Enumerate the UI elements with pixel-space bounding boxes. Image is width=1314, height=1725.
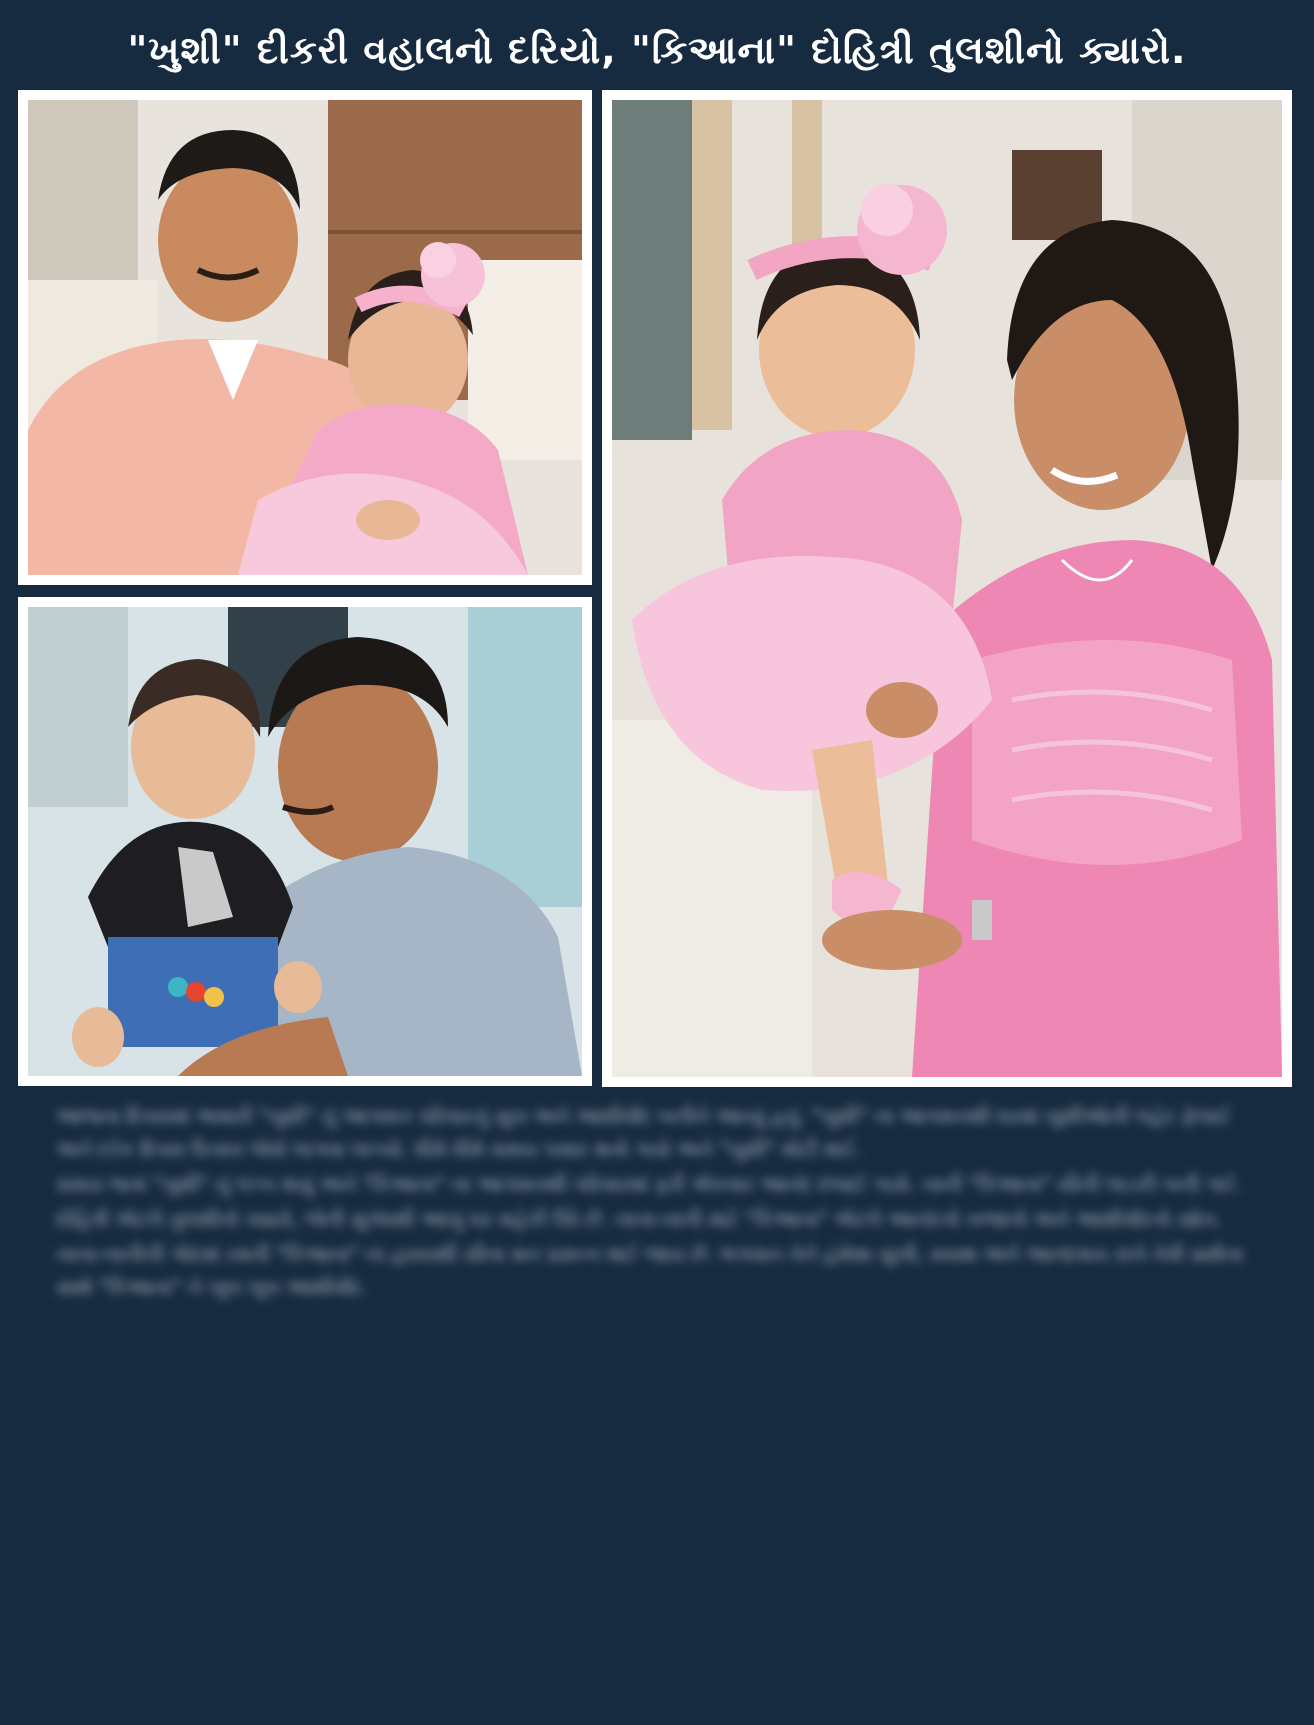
article-body — [56, 1100, 1266, 1306]
article-paragraph: દોહિત્રી એટલે તુલશીનો ક્યારો, જેની સુગંધથી આખું ઘર મહેકી ઉઠે છે. નાના-નાની માટે "કિઆના" એટલે આનંદનો ખજાનો અને આશીર્વાદનો સ્ત્રોત. — [56, 1207, 1222, 1231]
headline: "ખુશી" દીકરી વહાલનો દરિયો, "કિઆના" દોહિત્રી તુલશીનો ક્યારો. — [127, 28, 1187, 72]
photo-grandmother-holding-baby-image — [612, 100, 1282, 1077]
photo-grandfather-baby-black-top — [18, 597, 592, 1086]
article-paragraph: સમય જતાં "ખુશી" નું લગ્ન થયું અને "કિઆના" ના આગમનથી પરિવારમાં ફરી એકવાર આનંદ છવાઈ ગયો. નાની "કિઆના" સૌની લાડકી બની ગઈ. — [56, 1172, 1243, 1196]
photo-grandfather-baby-pink-image — [28, 100, 582, 575]
photo-grandfather-baby-pink — [18, 90, 592, 585]
photo-grandmother-holding-baby — [602, 90, 1292, 1087]
article-paragraph: નાના-નાનીની ગોદમાં રમતી "કિઆના" ના હાસ્યથી સૌના મન પ્રસન્ન થઈ જાય છે. ભગવાન તેને હંમેશા સુખી, સ્વસ્થ અને આનંદમય રાખે તેવી પ્રાર્થના સાથે "કિઆના" ને ખૂબ ખૂબ આશીર્વાદ. — [56, 1242, 1244, 1299]
article-paragraph: આજના દિવસમાં અમારી "ખુશી" નું આગમન પરિવારનું સુખ અને આશીર્વાદ બનીને આવ્યું હતું. "ખુશી" ના આગમનથી ઘરમાં ખુશીઓની લહેર ફેલાઈ અને દરેક દિવસ ઉત્સવ જેવો લાગવા લાગ્યો. ધીમે ધીમે સમય પસાર થતો ગયો અને "ખુશી" મોટી થઈ. — [56, 1104, 1231, 1161]
photo-grandfather-baby-black-top-image — [28, 607, 582, 1076]
